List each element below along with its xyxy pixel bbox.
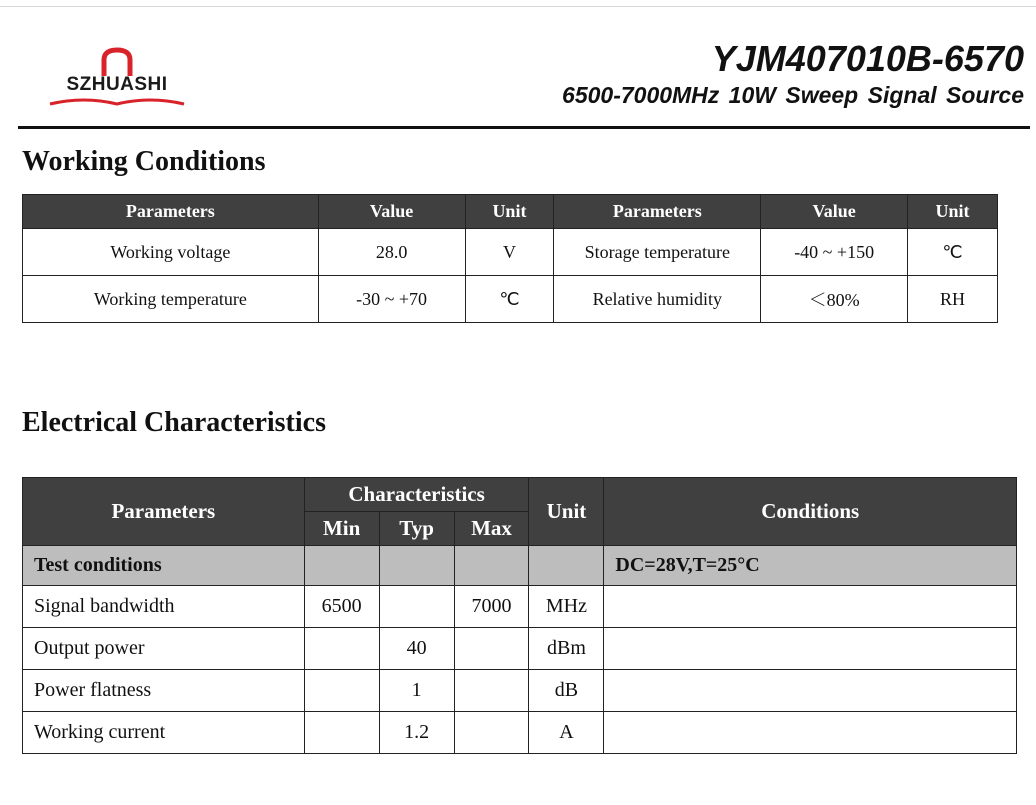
table-cell: 1.2 — [379, 712, 454, 754]
header-cell: Min — [304, 512, 379, 546]
table-cell: Power flatness — [23, 670, 305, 712]
table-cell: RH — [908, 276, 998, 323]
table-row — [23, 586, 1017, 628]
header-cell: Unit — [529, 478, 604, 546]
table-cell — [604, 586, 1017, 628]
header-cell: Characteristics — [304, 478, 529, 512]
table-cell — [304, 670, 379, 712]
table-header-row — [23, 195, 998, 229]
test-conditions-row — [23, 546, 1017, 586]
table-cell: 7000 — [454, 586, 529, 628]
table-cell: Working temperature — [23, 276, 319, 323]
table-cell — [304, 546, 379, 586]
product-subtitle: 6500-7000MHz 10W Sweep Signal Source — [562, 82, 1024, 108]
electrical-characteristics-title: Electrical Characteristics — [22, 407, 326, 438]
table-row — [23, 670, 1017, 712]
table-row — [23, 628, 1017, 670]
table-cell: A — [529, 712, 604, 754]
header-rule — [18, 126, 1030, 129]
header-cell: Max — [454, 512, 529, 546]
table-cell: 6500 — [304, 586, 379, 628]
electrical-characteristics-table — [22, 477, 1017, 754]
table-cell — [304, 712, 379, 754]
header-cell: Value — [318, 195, 465, 229]
top-divider — [0, 6, 1036, 7]
table-cell — [379, 546, 454, 586]
table-cell: -40 ~ +150 — [761, 229, 908, 276]
table-cell: dB — [529, 670, 604, 712]
table-header-row — [23, 478, 1017, 512]
table-cell — [604, 670, 1017, 712]
header-cell: Unit — [908, 195, 998, 229]
table-cell: -30 ~ +70 — [318, 276, 465, 323]
table-cell: Test conditions — [23, 546, 305, 586]
table-cell — [604, 628, 1017, 670]
header-cell: Value — [761, 195, 908, 229]
header-cell: Typ — [379, 512, 454, 546]
table-cell — [379, 586, 454, 628]
table-cell: Relative humidity — [554, 276, 761, 323]
table-cell: ℃ — [908, 229, 998, 276]
working-conditions-title: Working Conditions — [22, 146, 266, 177]
table-cell: Working voltage — [23, 229, 319, 276]
model-number: YJM407010B-6570 — [711, 38, 1024, 79]
header-cell: Parameters — [23, 195, 319, 229]
table-cell: 40 — [379, 628, 454, 670]
table-cell: Working current — [23, 712, 305, 754]
table-cell: Signal bandwidth — [23, 586, 305, 628]
table-cell — [454, 670, 529, 712]
table-cell — [454, 712, 529, 754]
table-cell: DC=28V,T=25°C — [604, 546, 1017, 586]
table-cell — [604, 712, 1017, 754]
logo-text: SZHUASHI — [66, 74, 168, 95]
table-cell — [454, 546, 529, 586]
table-cell: MHz — [529, 586, 604, 628]
table-cell: dBm — [529, 628, 604, 670]
table-row — [23, 229, 998, 276]
working-conditions-table — [22, 194, 998, 323]
header-cell: Parameters — [554, 195, 761, 229]
table-cell: Storage temperature — [554, 229, 761, 276]
table-cell: 28.0 — [318, 229, 465, 276]
table-cell: Output power — [23, 628, 305, 670]
table-cell: 1 — [379, 670, 454, 712]
header-cell: Conditions — [604, 478, 1017, 546]
table-cell: ＜80% — [761, 276, 908, 323]
header-cell: Parameters — [23, 478, 305, 546]
header-cell: Unit — [465, 195, 554, 229]
table-cell — [454, 628, 529, 670]
table-cell: ℃ — [465, 276, 554, 323]
company-logo — [46, 46, 188, 112]
table-cell — [529, 546, 604, 586]
table-row — [23, 276, 998, 323]
table-cell — [304, 628, 379, 670]
table-row — [23, 712, 1017, 754]
table-cell: V — [465, 229, 554, 276]
